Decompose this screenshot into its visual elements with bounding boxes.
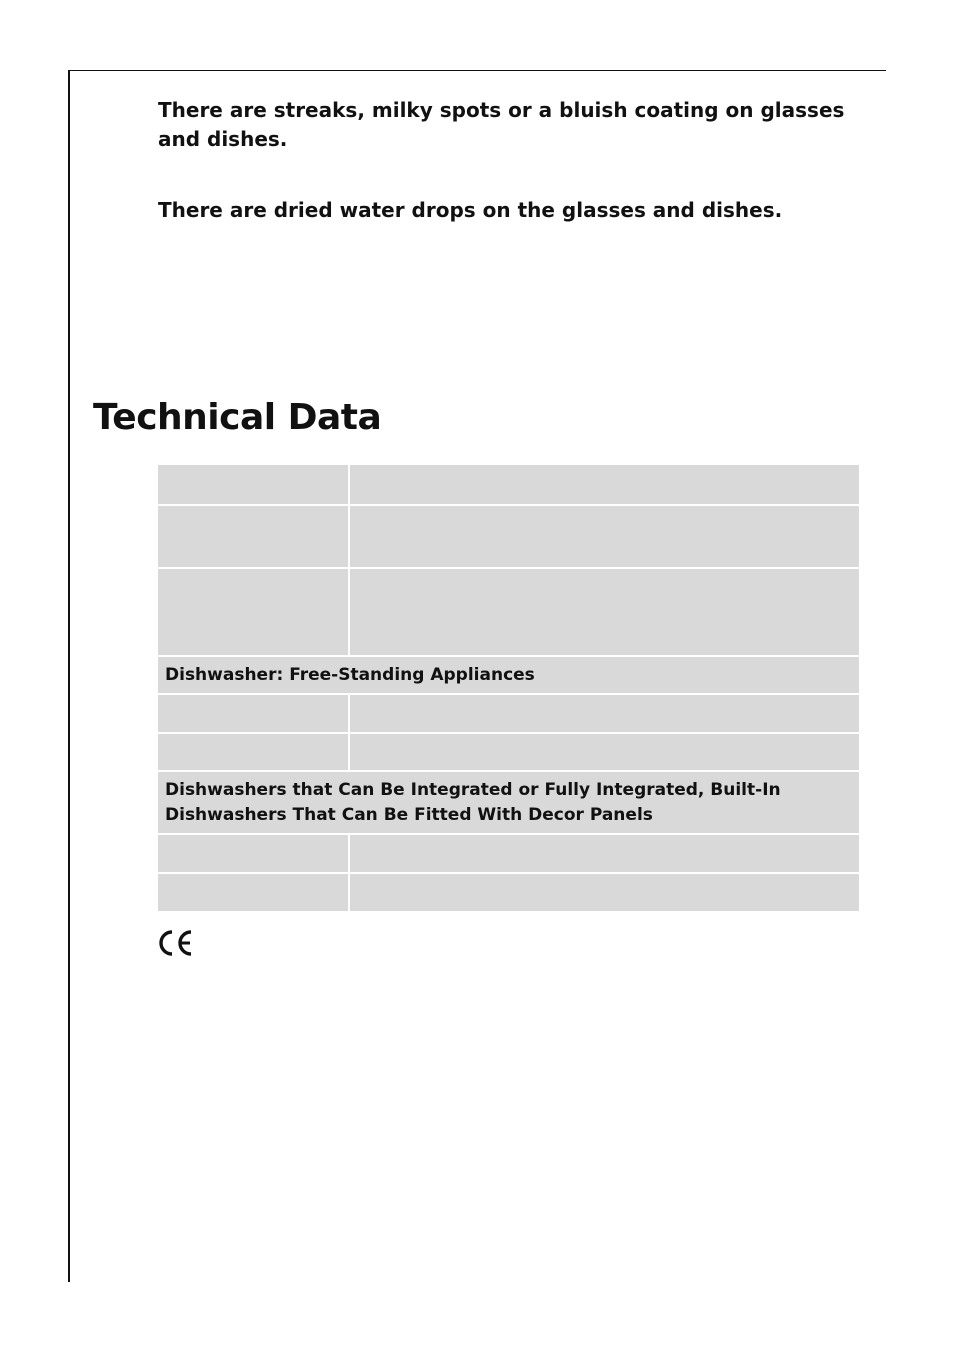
table-row xyxy=(158,465,859,505)
problem-water-drops-text: There are dried water drops on the glasses and dishes. xyxy=(158,198,783,222)
table-cell xyxy=(158,873,349,911)
table-row xyxy=(158,733,859,771)
table-cell xyxy=(349,834,859,873)
table-cell xyxy=(349,505,859,568)
table-cell xyxy=(349,694,859,733)
table-cell xyxy=(158,465,349,505)
table-row xyxy=(158,834,859,873)
integrated-section-header: Dishwashers that Can Be Integrated or Fully Integrated, Built-In Dishwashers That Can Be Fitted With Decor Panels xyxy=(158,771,859,834)
table-cell xyxy=(158,834,349,873)
table-cell xyxy=(158,568,349,656)
table-cell xyxy=(158,505,349,568)
table-cell xyxy=(349,568,859,656)
freestanding-section-header: Dishwasher: Free-Standing Appliances xyxy=(158,656,859,694)
table-cell xyxy=(349,733,859,771)
problem-streaks-text: There are streaks, milky spots or a bluish coating on glasses and dishes. xyxy=(158,98,845,151)
table-row xyxy=(158,568,859,656)
section-title: Technical Data xyxy=(93,397,382,438)
page-margin-rule xyxy=(68,70,70,1282)
page-header-rule xyxy=(68,70,886,71)
technical-data-table xyxy=(158,465,859,911)
table-cell xyxy=(158,733,349,771)
table-row xyxy=(158,873,859,911)
table-cell xyxy=(349,873,859,911)
table-section-row xyxy=(158,771,859,834)
table-section-row xyxy=(158,656,859,694)
table-cell xyxy=(158,694,349,733)
table-row xyxy=(158,694,859,733)
ce-mark-icon xyxy=(157,928,195,958)
table-row xyxy=(158,505,859,568)
table-cell xyxy=(349,465,859,505)
